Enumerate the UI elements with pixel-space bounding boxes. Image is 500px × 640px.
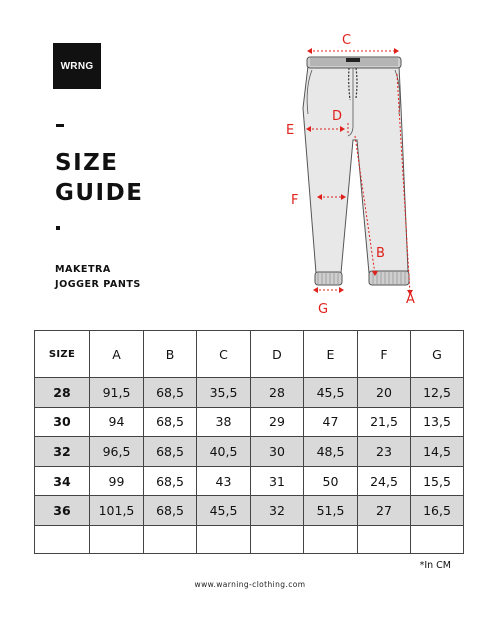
- cell-d: 28: [251, 378, 304, 408]
- header-a: A: [90, 331, 144, 378]
- title-dash: [56, 124, 64, 127]
- jogger-pants-diagram: [275, 28, 445, 320]
- logo-text: WRNG: [60, 60, 94, 72]
- empty-cell: [35, 525, 90, 553]
- cell-e: 51,5: [304, 496, 358, 526]
- cell-size: 30: [35, 407, 90, 437]
- header-e: E: [304, 331, 358, 378]
- cell-b: 68,5: [144, 407, 197, 437]
- header-d: D: [251, 331, 304, 378]
- table-row: [35, 496, 464, 526]
- cell-f: 27: [358, 496, 411, 526]
- label-a: A: [406, 292, 415, 307]
- product-line-2: JOGGER PANTS: [55, 279, 141, 290]
- cell-g: 13,5: [411, 407, 464, 437]
- cell-d: 32: [251, 496, 304, 526]
- brand-logo: [53, 43, 101, 89]
- cell-b: 68,5: [144, 437, 197, 467]
- pants-body: [303, 66, 408, 273]
- cell-c: 43: [197, 466, 251, 496]
- table-row: [35, 378, 464, 408]
- cell-g: 15,5: [411, 466, 464, 496]
- cell-f: 23: [358, 437, 411, 467]
- waist-label: [346, 58, 360, 62]
- cell-f: 21,5: [358, 407, 411, 437]
- cell-e: 47: [304, 407, 358, 437]
- cell-a: 91,5: [90, 378, 144, 408]
- cell-size: 36: [35, 496, 90, 526]
- header-b: B: [144, 331, 197, 378]
- cell-g: 16,5: [411, 496, 464, 526]
- cell-e: 48,5: [304, 437, 358, 467]
- cell-b: 68,5: [144, 496, 197, 526]
- header-c: C: [197, 331, 251, 378]
- cell-f: 24,5: [358, 466, 411, 496]
- cell-b: 68,5: [144, 466, 197, 496]
- cell-a: 96,5: [90, 437, 144, 467]
- label-f: F: [291, 193, 299, 208]
- empty-cell: [90, 525, 144, 553]
- footer-website: www.warning-clothing.com: [194, 580, 306, 589]
- empty-cell: [251, 525, 304, 553]
- empty-cell: [144, 525, 197, 553]
- empty-cell: [197, 525, 251, 553]
- cell-size: 34: [35, 466, 90, 496]
- size-table-header: [35, 331, 464, 378]
- empty-cell: [411, 525, 464, 553]
- header-size: SIZE: [35, 331, 90, 378]
- label-d: D: [332, 109, 343, 124]
- cell-c: 38: [197, 407, 251, 437]
- cell-d: 30: [251, 437, 304, 467]
- size-table: [34, 330, 464, 554]
- cell-g: 12,5: [411, 378, 464, 408]
- empty-cell: [358, 525, 411, 553]
- cell-f: 20: [358, 378, 411, 408]
- title-line-2: GUIDE: [55, 180, 144, 206]
- header-g: G: [411, 331, 464, 378]
- label-c: C: [342, 33, 352, 48]
- label-b: B: [376, 246, 385, 261]
- cell-size: 28: [35, 378, 90, 408]
- cell-b: 68,5: [144, 378, 197, 408]
- cell-d: 31: [251, 466, 304, 496]
- table-row: [35, 437, 464, 467]
- title-line-1: SIZE: [55, 150, 119, 176]
- label-g: G: [318, 302, 329, 317]
- cell-c: 40,5: [197, 437, 251, 467]
- cell-a: 94: [90, 407, 144, 437]
- cell-c: 35,5: [197, 378, 251, 408]
- cell-e: 45,5: [304, 378, 358, 408]
- title-dot: [56, 226, 60, 230]
- unit-note: *In CM: [419, 560, 451, 571]
- label-e: E: [286, 123, 295, 138]
- table-row-empty: [35, 525, 464, 553]
- page-title: [55, 148, 143, 208]
- table-row: [35, 407, 464, 437]
- cell-c: 45,5: [197, 496, 251, 526]
- cell-a: 101,5: [90, 496, 144, 526]
- cell-g: 14,5: [411, 437, 464, 467]
- cell-e: 50: [304, 466, 358, 496]
- product-line-1: MAKETRA: [55, 264, 111, 275]
- cell-a: 99: [90, 466, 144, 496]
- cell-size: 32: [35, 437, 90, 467]
- table-row: [35, 466, 464, 496]
- empty-cell: [304, 525, 358, 553]
- cell-d: 29: [251, 407, 304, 437]
- header-f: F: [358, 331, 411, 378]
- product-name: [55, 262, 141, 292]
